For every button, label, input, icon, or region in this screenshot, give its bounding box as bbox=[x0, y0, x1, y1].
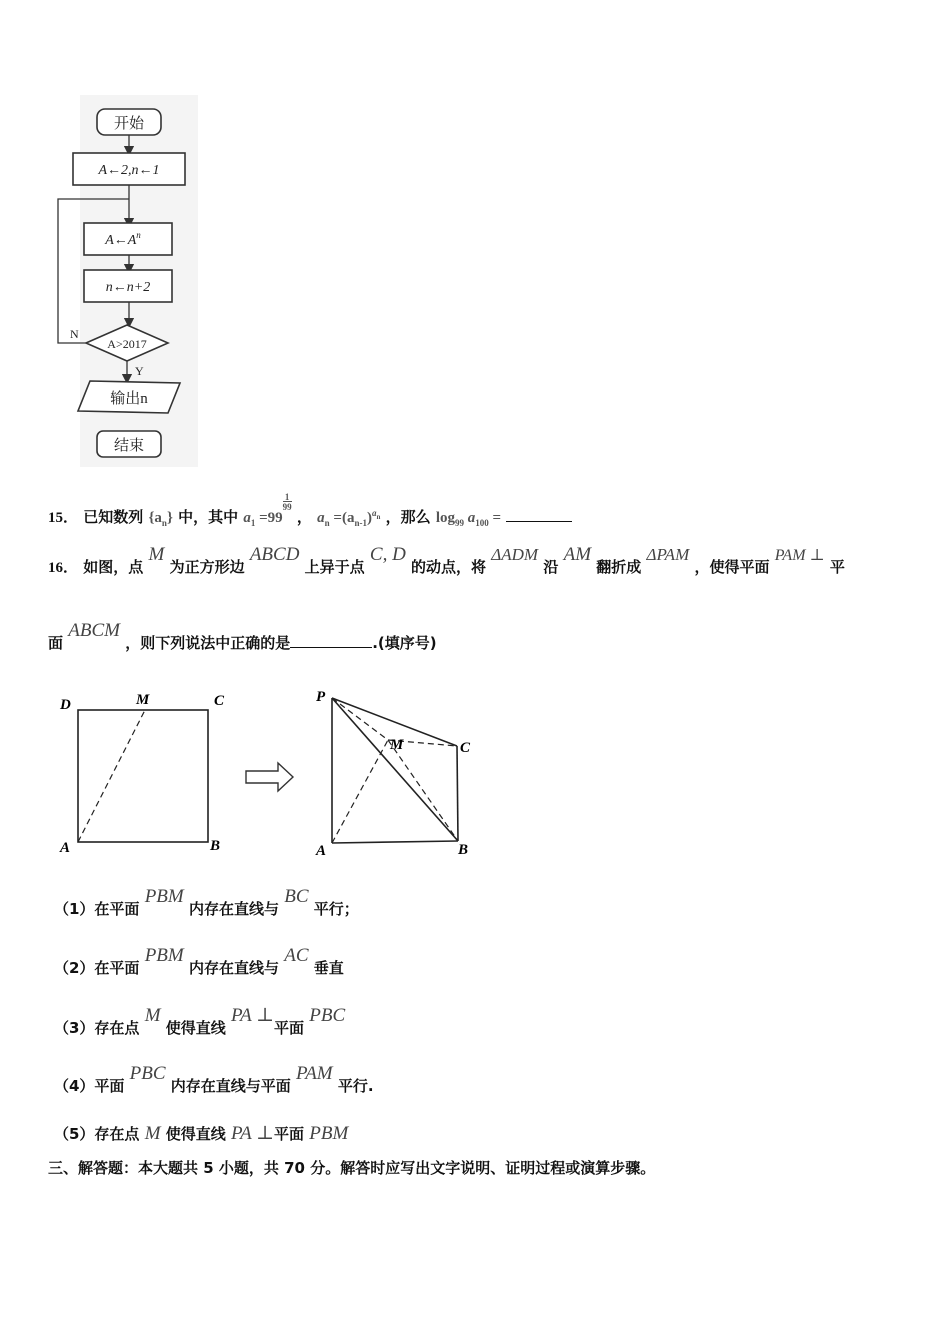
option-2 bbox=[54, 945, 344, 979]
q15-seq-close: } bbox=[166, 510, 173, 526]
q16-text-5: 沿 bbox=[543, 558, 559, 576]
q15-prev-sub: n-1 bbox=[354, 518, 367, 528]
option-3-mid: 使得直线 bbox=[165, 1019, 226, 1037]
q16-math-M: M bbox=[148, 544, 165, 565]
option-1-mid: 内存在直线与 bbox=[188, 900, 279, 918]
question-16-line-1 bbox=[48, 544, 845, 578]
label-A-left: A bbox=[60, 840, 71, 856]
q16-text-3: 上异于点 bbox=[304, 558, 365, 576]
q15-text-2: 中，其中 bbox=[178, 508, 239, 526]
q15-a100-sub: 100 bbox=[475, 518, 489, 528]
q15-text-1: 已知数列 bbox=[83, 508, 144, 526]
q16-math-CD: C, D bbox=[369, 544, 406, 565]
q15-log: log bbox=[435, 510, 456, 526]
flow-step1-text: $A\leftarrow A^n$ bbox=[105, 230, 141, 248]
option-2-math-2: AC bbox=[284, 945, 309, 966]
option-1-end: 平行； bbox=[313, 900, 359, 918]
option-1-math-1: PBM bbox=[144, 886, 184, 907]
option-1-label: （1）在平面 bbox=[54, 900, 140, 918]
label-B-left: B bbox=[210, 838, 221, 854]
option-4-math-2: PAM bbox=[296, 1063, 333, 1084]
q16-text-11: .(填序号) bbox=[372, 634, 437, 652]
fold-line-AM bbox=[78, 710, 145, 842]
q16-text-6: 翻折成 bbox=[596, 558, 642, 576]
flow-output-text: 输出n bbox=[110, 391, 148, 407]
option-5-math-1: M bbox=[144, 1123, 161, 1144]
q15-log-sub: 99 bbox=[455, 518, 465, 528]
option-4-label: （4）平面 bbox=[54, 1077, 125, 1095]
q16-math-ADM: ΔADM bbox=[491, 545, 539, 564]
option-5-mid2: 平面 bbox=[274, 1125, 305, 1143]
q16-math-AM: AM bbox=[563, 544, 592, 565]
option-4-end: 平行. bbox=[337, 1077, 374, 1095]
q15-seq-sub: n bbox=[161, 518, 167, 528]
option-3-label: （3）存在点 bbox=[54, 1019, 140, 1037]
q15-a100: a bbox=[467, 510, 476, 526]
label-A-right: A bbox=[316, 843, 327, 859]
question-15 bbox=[48, 492, 572, 528]
section-3-heading: 三、解答题：本大题共 5 小题，共 70 分。解答时应写出文字说明、证明过程或演算步骤。 bbox=[48, 1159, 656, 1177]
q15-exp2: a bbox=[371, 508, 377, 518]
label-C-right: C bbox=[460, 740, 471, 756]
q15-a1-sub: 1 bbox=[250, 518, 256, 528]
flow-yes-label: Y bbox=[135, 364, 144, 378]
flow-init-text: A←2,n←1 bbox=[98, 163, 160, 178]
flow-start-text: 开始 bbox=[113, 116, 145, 132]
q16-math-ABCM: ABCM bbox=[68, 620, 120, 641]
q16-math-ABCD: ABCD bbox=[249, 544, 300, 565]
q16-text-9: 面 bbox=[48, 634, 64, 652]
label-M-left: M bbox=[136, 692, 150, 708]
option-3 bbox=[54, 1005, 346, 1039]
option-5-math-3: PBM bbox=[309, 1123, 349, 1144]
q16-math-PAM: ΔPAM bbox=[646, 545, 690, 564]
q15-an-sub: n bbox=[324, 518, 330, 528]
flow-cond-text: A>2017 bbox=[107, 337, 147, 351]
label-P: P bbox=[316, 689, 326, 705]
q15-a1: a bbox=[243, 510, 251, 526]
q16-answer-blank[interactable] bbox=[290, 647, 372, 648]
flow-step2-text: n←n+2 bbox=[105, 280, 151, 295]
option-5-math-2: PA ⊥ bbox=[231, 1123, 275, 1144]
q15-eq3: = bbox=[492, 510, 502, 526]
label-D: D bbox=[60, 697, 71, 713]
option-3-math-1: M bbox=[144, 1005, 161, 1026]
q16-text-7: ，使得平面 bbox=[694, 558, 770, 576]
q16-text-2: 为正方形边 bbox=[169, 558, 245, 576]
q15-exp-num: 1 bbox=[284, 492, 290, 502]
q15-comma: ， bbox=[296, 508, 312, 526]
q15-close: ) bbox=[366, 510, 372, 526]
flowchart bbox=[40, 95, 210, 475]
option-5 bbox=[54, 1122, 348, 1145]
q15-seq: {a bbox=[148, 510, 162, 526]
label-C-left: C bbox=[214, 693, 225, 709]
q15-exp-den: 99 bbox=[282, 502, 292, 512]
q15-exp2-sub: n bbox=[376, 512, 381, 521]
q15-eq2: =(a bbox=[333, 510, 355, 526]
q16-text-10: ，则下列说法中正确的是 bbox=[125, 634, 291, 652]
option-1-math-2: BC bbox=[284, 886, 309, 907]
q16-text-8: 平 bbox=[829, 558, 845, 576]
option-2-label: （2）在平面 bbox=[54, 959, 140, 977]
option-1 bbox=[54, 886, 359, 920]
option-3-mid2: 平面 bbox=[274, 1019, 305, 1037]
transform-arrow bbox=[246, 763, 293, 791]
label-M-right: M bbox=[390, 737, 404, 753]
flow-no-label: N bbox=[70, 327, 79, 341]
option-2-math-1: PBM bbox=[144, 945, 184, 966]
option-3-math-3: PBC bbox=[309, 1005, 346, 1026]
option-5-mid: 使得直线 bbox=[165, 1125, 226, 1143]
square-ABCD bbox=[78, 710, 208, 842]
q15-eq1: =99 bbox=[259, 510, 283, 526]
option-5-label: （5）存在点 bbox=[54, 1125, 140, 1143]
flow-end-text: 结束 bbox=[113, 438, 145, 454]
q15-answer-blank[interactable] bbox=[506, 521, 572, 522]
q16-text-4: 的动点，将 bbox=[411, 558, 487, 576]
question-16-line-2 bbox=[48, 620, 437, 654]
option-4-math-1: PBC bbox=[129, 1063, 166, 1084]
q16-math-PAM-perp: PAM ⊥ bbox=[774, 547, 825, 564]
label-B-right: B bbox=[458, 842, 469, 858]
option-4-mid: 内存在直线与平面 bbox=[170, 1077, 291, 1095]
q16-figure bbox=[50, 683, 490, 863]
q16-text-1: 如图，点 bbox=[83, 558, 144, 576]
pyramid-PABCM bbox=[332, 698, 458, 843]
q16-number: 16． bbox=[48, 560, 79, 576]
option-2-end: 垂直 bbox=[313, 959, 344, 977]
option-4 bbox=[54, 1063, 374, 1097]
option-3-math-2: PA ⊥ bbox=[231, 1005, 275, 1026]
option-2-mid: 内存在直线与 bbox=[188, 959, 279, 977]
q15-an: a bbox=[317, 510, 325, 526]
q15-number: 15． bbox=[48, 510, 79, 526]
q15-text-3: ，那么 bbox=[385, 508, 431, 526]
